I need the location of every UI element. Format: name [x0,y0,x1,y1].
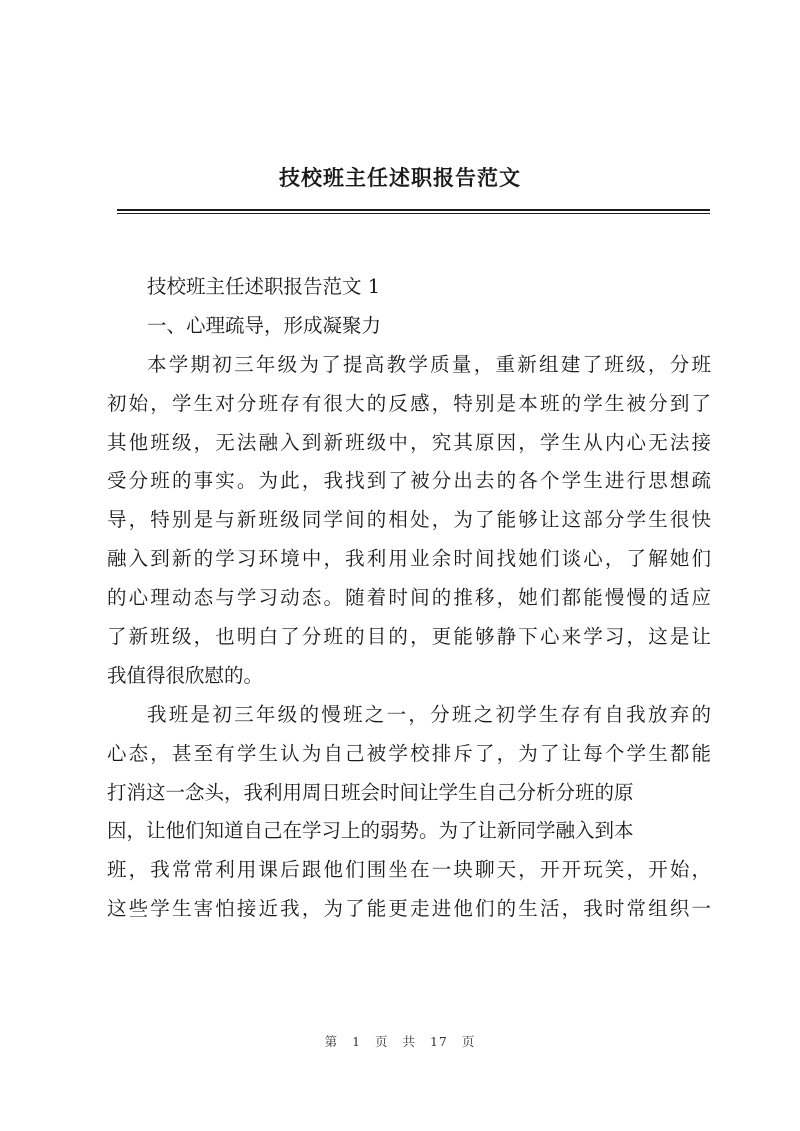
document-title: 技校班主任述职报告范文 [279,165,521,190]
paragraph-line: 的心理动态与学习动态。随着时间的推移，她们都能慢慢的适应 [107,586,711,610]
paragraph-line: 本学期初三年级为了提高教学质量，重新组建了班级，分班 [147,352,711,376]
subsection-heading: 一、心理疏导，形成凝聚力 [147,313,382,337]
paragraph-line: 打消这一念头，我利用周日班会时间让学生自己分析分班的原 [107,780,634,804]
title-divider-thin [117,213,710,214]
paragraph-line: 因，让他们知道自己在学习上的弱势。为了让新同学融入到本 [107,819,634,843]
paragraph-line: 班，我常常利用课后跟他们围坐在一块聊天，开开玩笑，开始， [107,858,711,882]
paragraph-line: 其他班级，无法融入到新班级中，究其原因，学生从内心无法接 [107,430,711,454]
section-heading: 技校班主任述职报告范文 1 [147,275,381,298]
document-body [107,268,711,929]
paragraph-line: 我值得很欣慰的。 [107,663,264,687]
page-number: 第 1 页 共 17 页 [324,1034,476,1049]
title-divider-thick [117,209,710,211]
paragraph-line: 我班是初三年级的慢班之一，分班之初学生存有自我放弃的 [147,702,711,726]
paragraph-line: 初始，学生对分班存有很大的反感，特别是本班的学生被分到了 [107,391,711,415]
paragraph-line: 心态，甚至有学生认为自己被学校排斥了，为了让每个学生都能 [107,741,711,765]
paragraph-line: 这些学生害怕接近我，为了能更走进他们的生活，我时常组织一 [107,897,711,921]
paragraph-line: 导，特别是与新班级同学间的相处，为了能够让这部分学生很快 [107,508,711,532]
paragraph-line: 受分班的事实。为此，我找到了被分出去的各个学生进行思想疏 [107,469,711,493]
paragraph-line: 融入到新的学习环境中，我利用业余时间找她们谈心，了解她们 [107,547,711,571]
paragraph-line: 了新班级，也明白了分班的目的，更能够静下心来学习，这是让 [107,625,711,649]
